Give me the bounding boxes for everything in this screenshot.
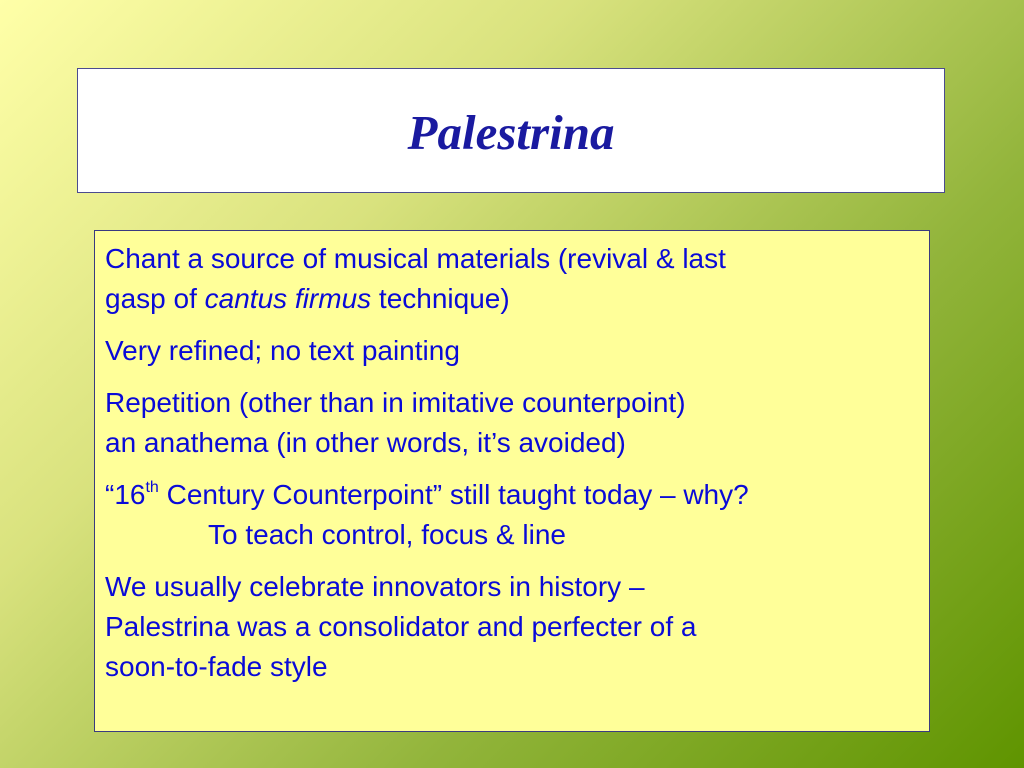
bullet-chant-line1: Chant a source of musical materials (revival & last	[105, 243, 726, 274]
bullet-innovators-line2: Palestrina was a consolidator and perfecter of a	[105, 611, 697, 642]
content-box	[94, 230, 930, 732]
slide-title: Palestrina	[407, 105, 615, 160]
bullet-counterpoint-pre: “16	[105, 479, 146, 510]
bullet-repetition-line2: an anathema (in other words, it’s avoided)	[105, 427, 626, 458]
bullet-chant-line2-pre: gasp of	[105, 283, 205, 314]
bullet-chant	[105, 239, 919, 319]
title-box	[77, 68, 945, 193]
ordinal-superscript: th	[145, 478, 159, 496]
bullet-counterpoint-post: Century Counterpoint” still taught today – why?	[158, 479, 749, 510]
bullet-counterpoint	[105, 475, 919, 555]
bullet-innovators-line3: soon-to-fade style	[105, 651, 328, 682]
cantus-firmus-term: cantus firmus	[204, 283, 372, 314]
bullet-innovators-line1: We usually celebrate innovators in history –	[105, 571, 645, 602]
bullet-chant-line2	[105, 279, 919, 319]
bullet-refined	[105, 331, 919, 371]
bullet-counterpoint-line2: To teach control, focus & line	[208, 519, 566, 550]
bullet-counterpoint-line1	[105, 475, 919, 515]
bullet-refined-text: Very refined; no text painting	[105, 335, 460, 366]
bullet-repetition-line1: Repetition (other than in imitative counterpoint)	[105, 387, 686, 418]
bullet-innovators	[105, 567, 919, 687]
bullet-repetition	[105, 383, 919, 463]
bullet-chant-line2-post: technique)	[371, 283, 510, 314]
